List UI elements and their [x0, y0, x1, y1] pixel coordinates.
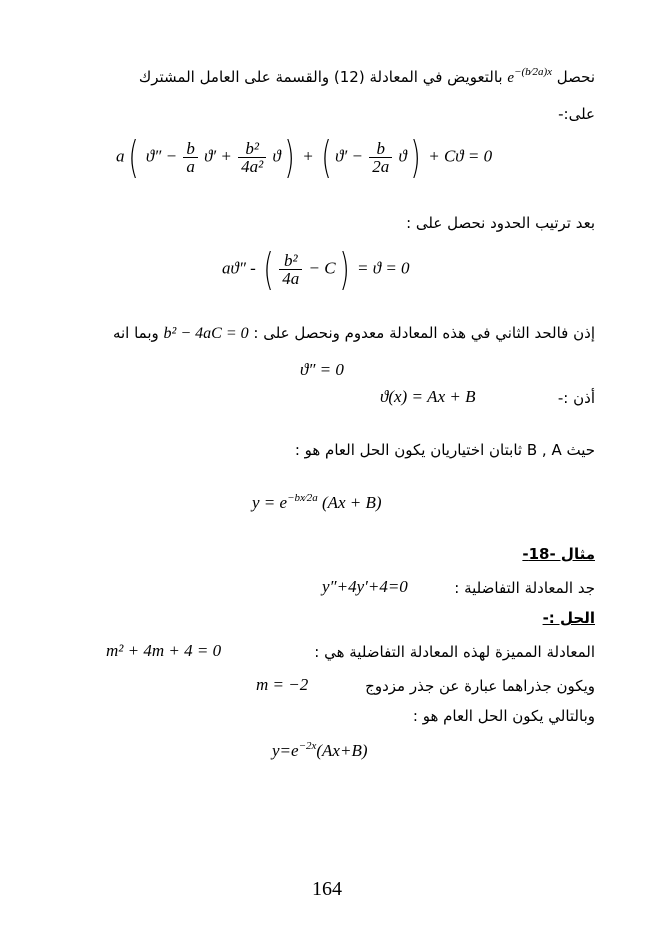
solution-label: الحل :- [542, 609, 595, 627]
eq4-lhs: y = e [252, 493, 288, 512]
text-line-1-tail: نحصل [556, 68, 595, 86]
text-line-1 [139, 66, 595, 87]
text-line-2: على:- [558, 105, 595, 123]
text-line-3: بعد ترتيب الحدود نحصل على : [406, 214, 595, 232]
eq1-paren-open: ( [127, 132, 139, 183]
eq1-term-5: ϑ [398, 146, 407, 166]
equation-2 [222, 244, 410, 295]
text-line-4-post: إذن فالحد الثاني في هذه المعادلة معدوم ونحصل على : [253, 324, 595, 342]
eq2-f-den: 4a [282, 269, 300, 288]
eq1-f1-den: a [186, 157, 195, 176]
characteristic-equation: m² + 4m + 4 = 0 [106, 641, 222, 660]
example-line-1: جد المعادلة التفاضلية : [454, 579, 595, 597]
eq1-paren-close-2: ) [410, 132, 421, 183]
example-line-4: وبالتالي يكون الحل العام هو : [412, 707, 595, 725]
gs-lhs: y=e [272, 741, 299, 760]
equation-1 [116, 132, 492, 183]
eq2-mid: − C [308, 258, 336, 278]
equation-4 [252, 492, 382, 513]
eq1-term-3: ϑ [272, 146, 281, 166]
eq1-term-1: ϑ″ − [145, 146, 178, 166]
eq1-fraction-2 [238, 140, 266, 175]
eq4-rhs: (Ax + B) [321, 493, 382, 512]
example-title: مثال -18- [522, 545, 595, 563]
eq1-f1-num: b [183, 140, 198, 158]
double-root: m = −2 [256, 675, 309, 694]
page-number: 164 [312, 878, 342, 900]
equation-3: ϑ″ = 0 [300, 360, 344, 379]
eq1-fraction-3 [369, 140, 392, 175]
eq2-paren-open: ( [263, 244, 274, 295]
eq2-fraction [279, 252, 302, 287]
text-line-6: حيث B , A ثابتان اختياريان يكون الحل العام هو : [294, 441, 595, 459]
exp-power: −(b⁄2a)x [514, 66, 552, 78]
general-solution [272, 740, 367, 761]
eq1-coef-a: a [116, 146, 125, 166]
eq1-term-2: ϑ′ + [204, 146, 232, 166]
eq1-term-4: ϑ′ − [335, 146, 363, 166]
text-line-5-label: أذن :- [557, 389, 595, 407]
text-line-1-body: بالتعويض في المعادلة (12) والقسمة على العامل المشترك [138, 68, 503, 86]
text-line-4-pre: وبما انه [112, 324, 159, 342]
eq1-paren-open-2: ( [321, 132, 332, 183]
eq2-lead: aϑ″ - [222, 258, 256, 278]
eq2-tail: = ϑ = 0 [357, 258, 410, 278]
eq1-f3-num: b [369, 140, 392, 158]
eq1-plus: + [302, 146, 314, 166]
example-equation: y″+4y′+4=0 [322, 577, 408, 596]
solution-form: ϑ(x) = Ax + B [380, 387, 476, 406]
exp-base: e [507, 70, 515, 86]
discriminant-condition: b² − 4aC = 0 [163, 325, 249, 342]
eq2-f-num: b² [279, 252, 302, 270]
text-line-4 [113, 324, 595, 343]
eq1-f2-den: 4a² [241, 157, 264, 176]
gs-rhs: (Ax+B) [316, 741, 368, 760]
exponential-term [507, 66, 552, 86]
example-line-2: المعادلة المميزة لهذه المعادلة التفاضلية هي : [314, 643, 595, 661]
eq1-f3-den: 2a [372, 157, 390, 176]
eq1-fraction-1 [183, 140, 198, 175]
eq1-f2-num: b² [238, 140, 266, 158]
gs-exp: −2x [298, 740, 317, 752]
eq1-tail: + Cϑ = 0 [428, 146, 493, 166]
eq1-paren-close: ) [284, 132, 295, 183]
example-line-3: ويكون جذراهما عبارة عن جذر مزدوج [365, 677, 595, 695]
eq4-exp: −bx⁄2a [287, 492, 318, 504]
eq2-paren-close: ) [339, 244, 350, 295]
